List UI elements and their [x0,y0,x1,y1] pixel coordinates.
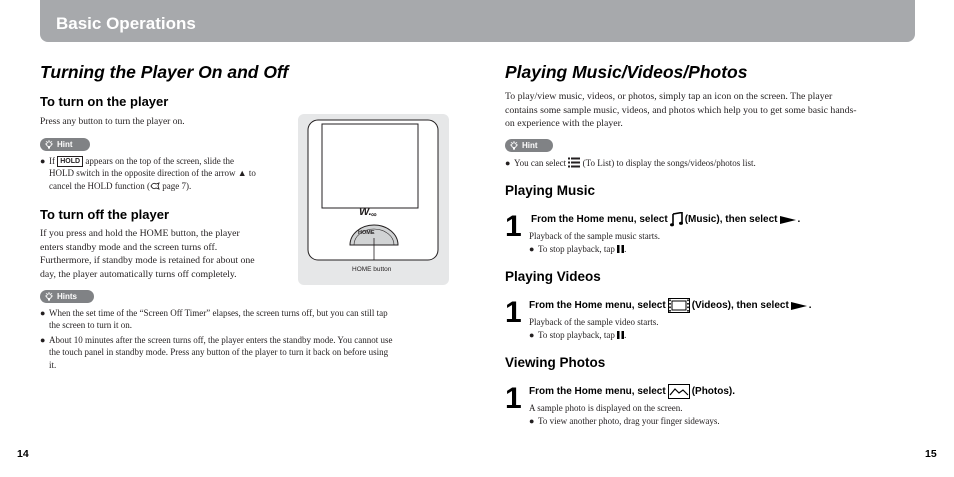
hints-bullet: ● When the set time of the “Screen Off Timer” elapses, the screen turns off, but you can still tap the screen to turn it on. [40,308,388,331]
hold-hint-line2: HOLD switch in the opposite direction of the arrow ▲ to [49,168,256,179]
player-figure [298,114,449,285]
hint-badge [40,138,90,151]
lightbulb-icon [44,140,54,150]
music-step-number: 1 [505,210,522,243]
photos-step-number: 1 [505,382,522,415]
playing-music-heading: Playing Music [505,183,596,198]
photos-result: A sample photo is displayed on the screen. [529,403,683,413]
photos-instr-b: (Photos). [691,386,736,397]
photos-step-instruction [529,384,735,399]
videos-stop-text: To stop playback, tap [538,330,615,340]
intro-line: contains some sample music, videos, and photos which help you to get some basic hands- [505,104,857,116]
photos-drag-bullet: ● To view another photo, drag your finger sideways. [529,416,720,426]
hint-label: Hint [522,141,538,150]
videos-step-instruction: From the Home menu, select (Videos), then select . [529,300,812,311]
hints-label: Hints [57,292,77,301]
hold-hint-bullet: ● If HOLD appears on the top of the screen, slide the HOLD switch in the opposite direction of the arrow ▲ to cancel the HOLD function ( page 7). [40,156,256,191]
home-key-label: HOME [358,230,375,236]
list-hint-bullet: ● You can select (To List) to display the songs/videos/photos list. [505,158,756,168]
hints-line: the touch panel in standby mode. Press any button of the player to turn it back on before using [49,347,389,358]
pause-icon [617,331,624,339]
section-title: Basic Operations [56,14,196,33]
music-result: Playback of the sample music starts. [529,231,660,241]
list-hint-a: You can select [514,158,567,168]
turn-off-line: If you press and hold the HOME button, the player [40,228,240,239]
intro-text [505,90,915,131]
lightbulb-icon [509,141,519,151]
hints-bullet: ● About 10 minutes after the screen turns off, the player enters the standby mode. You cannot use the touch panel in standby mode. Press any button of the player to turn it back on before using it. [40,335,393,370]
photos-instr-a: From the Home menu, select [529,386,666,397]
videos-instr-b: (Videos), then select [691,300,789,311]
section-header-bar [40,0,915,42]
turn-on-heading: To turn on the player [40,94,169,109]
hint-label: Hint [57,140,73,149]
hints-line: it. [49,359,57,370]
intro-line: To play/view music, videos, or photos, simply tap an icon on the screen. The player [505,91,833,102]
turn-on-text: Press any button to turn the player on. [40,117,185,127]
hold-hint-line3a: cancel the HOLD function ( [49,180,150,191]
music-instr-a: From the Home menu, select [531,214,668,225]
intro-line: on experience with the player. [505,118,623,129]
videos-result: Playback of the sample video starts. [529,317,659,327]
turn-off-text [40,227,300,281]
hints-line: About 10 minutes after the screen turns off, the player enters the standby mode. You cannot use [49,335,393,345]
hold-hint-prefix: If [49,156,55,166]
hints-badge [40,290,94,303]
player-illustration [298,114,449,285]
hold-key-icon: HOLD [57,156,83,167]
videos-step-number: 1 [505,296,522,329]
hints-line: the screen to turn it on. [49,320,132,331]
svg-text:W.: W. [359,206,372,218]
hold-hint-line3b: page 7). [159,180,192,191]
hints-line: When the set time of the “Screen Off Timer” elapses, the screen turns off, but you can still tap [49,308,388,318]
list-icon [568,157,580,168]
right-page-title: Playing Music/Videos/Photos [505,62,748,82]
music-note-icon [670,212,683,227]
turn-off-line: Furthermore, if standby mode is retained for about one [40,255,255,266]
list-hint-b: (To List) to display the songs/videos/photos list. [582,158,756,168]
right-page-number: 15 [925,448,937,460]
music-stop-bullet: ● To stop playback, tap . [529,244,627,254]
music-stop-text: To stop playback, tap [538,244,615,254]
playing-videos-heading: Playing Videos [505,269,601,284]
music-instr-b: (Music), then select [684,214,778,225]
lightbulb-icon [44,292,54,302]
turn-off-heading: To turn off the player [40,207,170,222]
hint-badge [505,139,553,152]
photos-drag-text: To view another photo, drag your finger sideways. [538,416,720,426]
photo-icon [668,384,690,399]
left-page-number: 14 [17,448,29,460]
videos-stop-bullet: ● To stop playback, tap . [529,330,627,340]
viewing-photos-heading: Viewing Photos [505,355,606,370]
home-button-caption: HOME button [352,266,392,273]
videos-instr-a: From the Home menu, select [529,300,666,311]
turn-off-line: day, the player automatically turns off completely. [40,268,237,280]
film-icon [668,298,690,313]
svg-text:∞: ∞ [371,210,377,219]
hold-hint-line1: appears on the top of the screen, slide the [85,156,235,166]
page-reference-icon [150,182,160,190]
pause-icon [617,245,624,253]
left-page-title: Turning the Player On and Off [40,62,289,82]
play-icon [780,216,796,224]
turn-off-line: enters standby mode and the screen turns off. [40,241,218,253]
play-icon [791,302,807,310]
music-step-instruction: From the Home menu, select (Music), then select . [531,214,801,225]
